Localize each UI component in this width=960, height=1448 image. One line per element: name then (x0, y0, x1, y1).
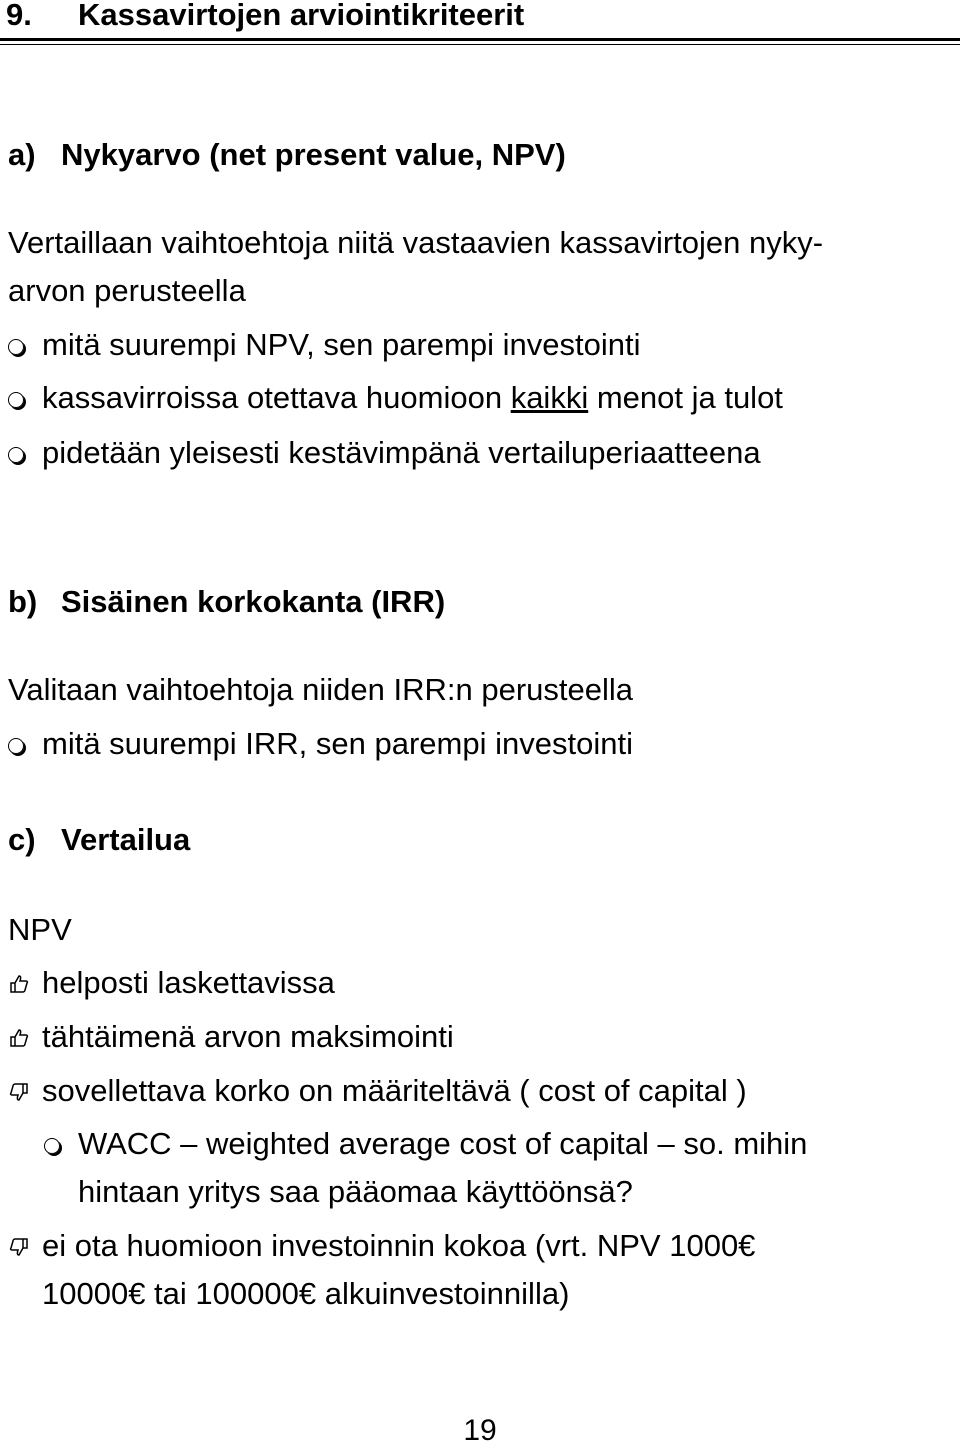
list-item: pidetään yleisesti kestävimpänä vertailuperiaatteena (8, 435, 761, 473)
thumbs-up-icon (8, 1021, 42, 1057)
circle-bullet-icon (8, 738, 24, 754)
paragraph-line: arvon perusteella (8, 273, 246, 308)
list-item: mitä suurempi IRR, sen parempi investointi (8, 726, 633, 764)
page-title (6, 0, 524, 34)
paragraph-line: hintaan yritys saa pääomaa käyttöönsä? (78, 1174, 633, 1209)
list-item: kassavirroissa otettava huomioon kaikki menot ja tulot (8, 380, 783, 418)
con-item: ei ota huomioon investoinnin kokoa (vrt. NPV 1000€ (8, 1228, 755, 1266)
subheading: NPV (8, 912, 72, 947)
thumbs-down-icon (8, 1075, 42, 1111)
paragraph-line: 10000€ tai 100000€ alkuinvestoinnilla) (42, 1276, 570, 1311)
page-number: 19 (463, 1414, 497, 1447)
circle-bullet-icon (8, 392, 24, 408)
circle-bullet-icon (8, 447, 24, 463)
heading-b: b) Sisäinen korkokanta (IRR) (8, 584, 446, 619)
thumbs-up-icon (8, 967, 42, 1003)
title-text: Kassavirtojen arviointikriteerit (78, 0, 525, 32)
list-item: mitä suurempi NPV, sen parempi investointi (8, 327, 640, 365)
list-item: WACC – weighted average cost of capital – so. mihin (44, 1126, 807, 1164)
title-rule (0, 38, 960, 45)
heading-a: a) Nykyarvo (net present value, NPV) (8, 137, 566, 172)
pro-item: helposti laskettavissa (8, 965, 335, 1003)
paragraph-line: Valitaan vaihtoehtoja niiden IRR:n perusteella (8, 672, 633, 707)
circle-bullet-icon (44, 1138, 60, 1154)
con-item: sovellettava korko on määriteltävä ( cost of capital ) (8, 1073, 747, 1111)
paragraph-line: Vertaillaan vaihtoehtoja niitä vastaavien kassavirtojen nyky- (8, 225, 824, 260)
heading-c: c) Vertailua (8, 822, 191, 857)
circle-bullet-icon (8, 339, 24, 355)
pro-item: tähtäimenä arvon maksimointi (8, 1019, 454, 1057)
thumbs-down-icon (8, 1230, 42, 1266)
section-number: 9. (6, 0, 32, 32)
